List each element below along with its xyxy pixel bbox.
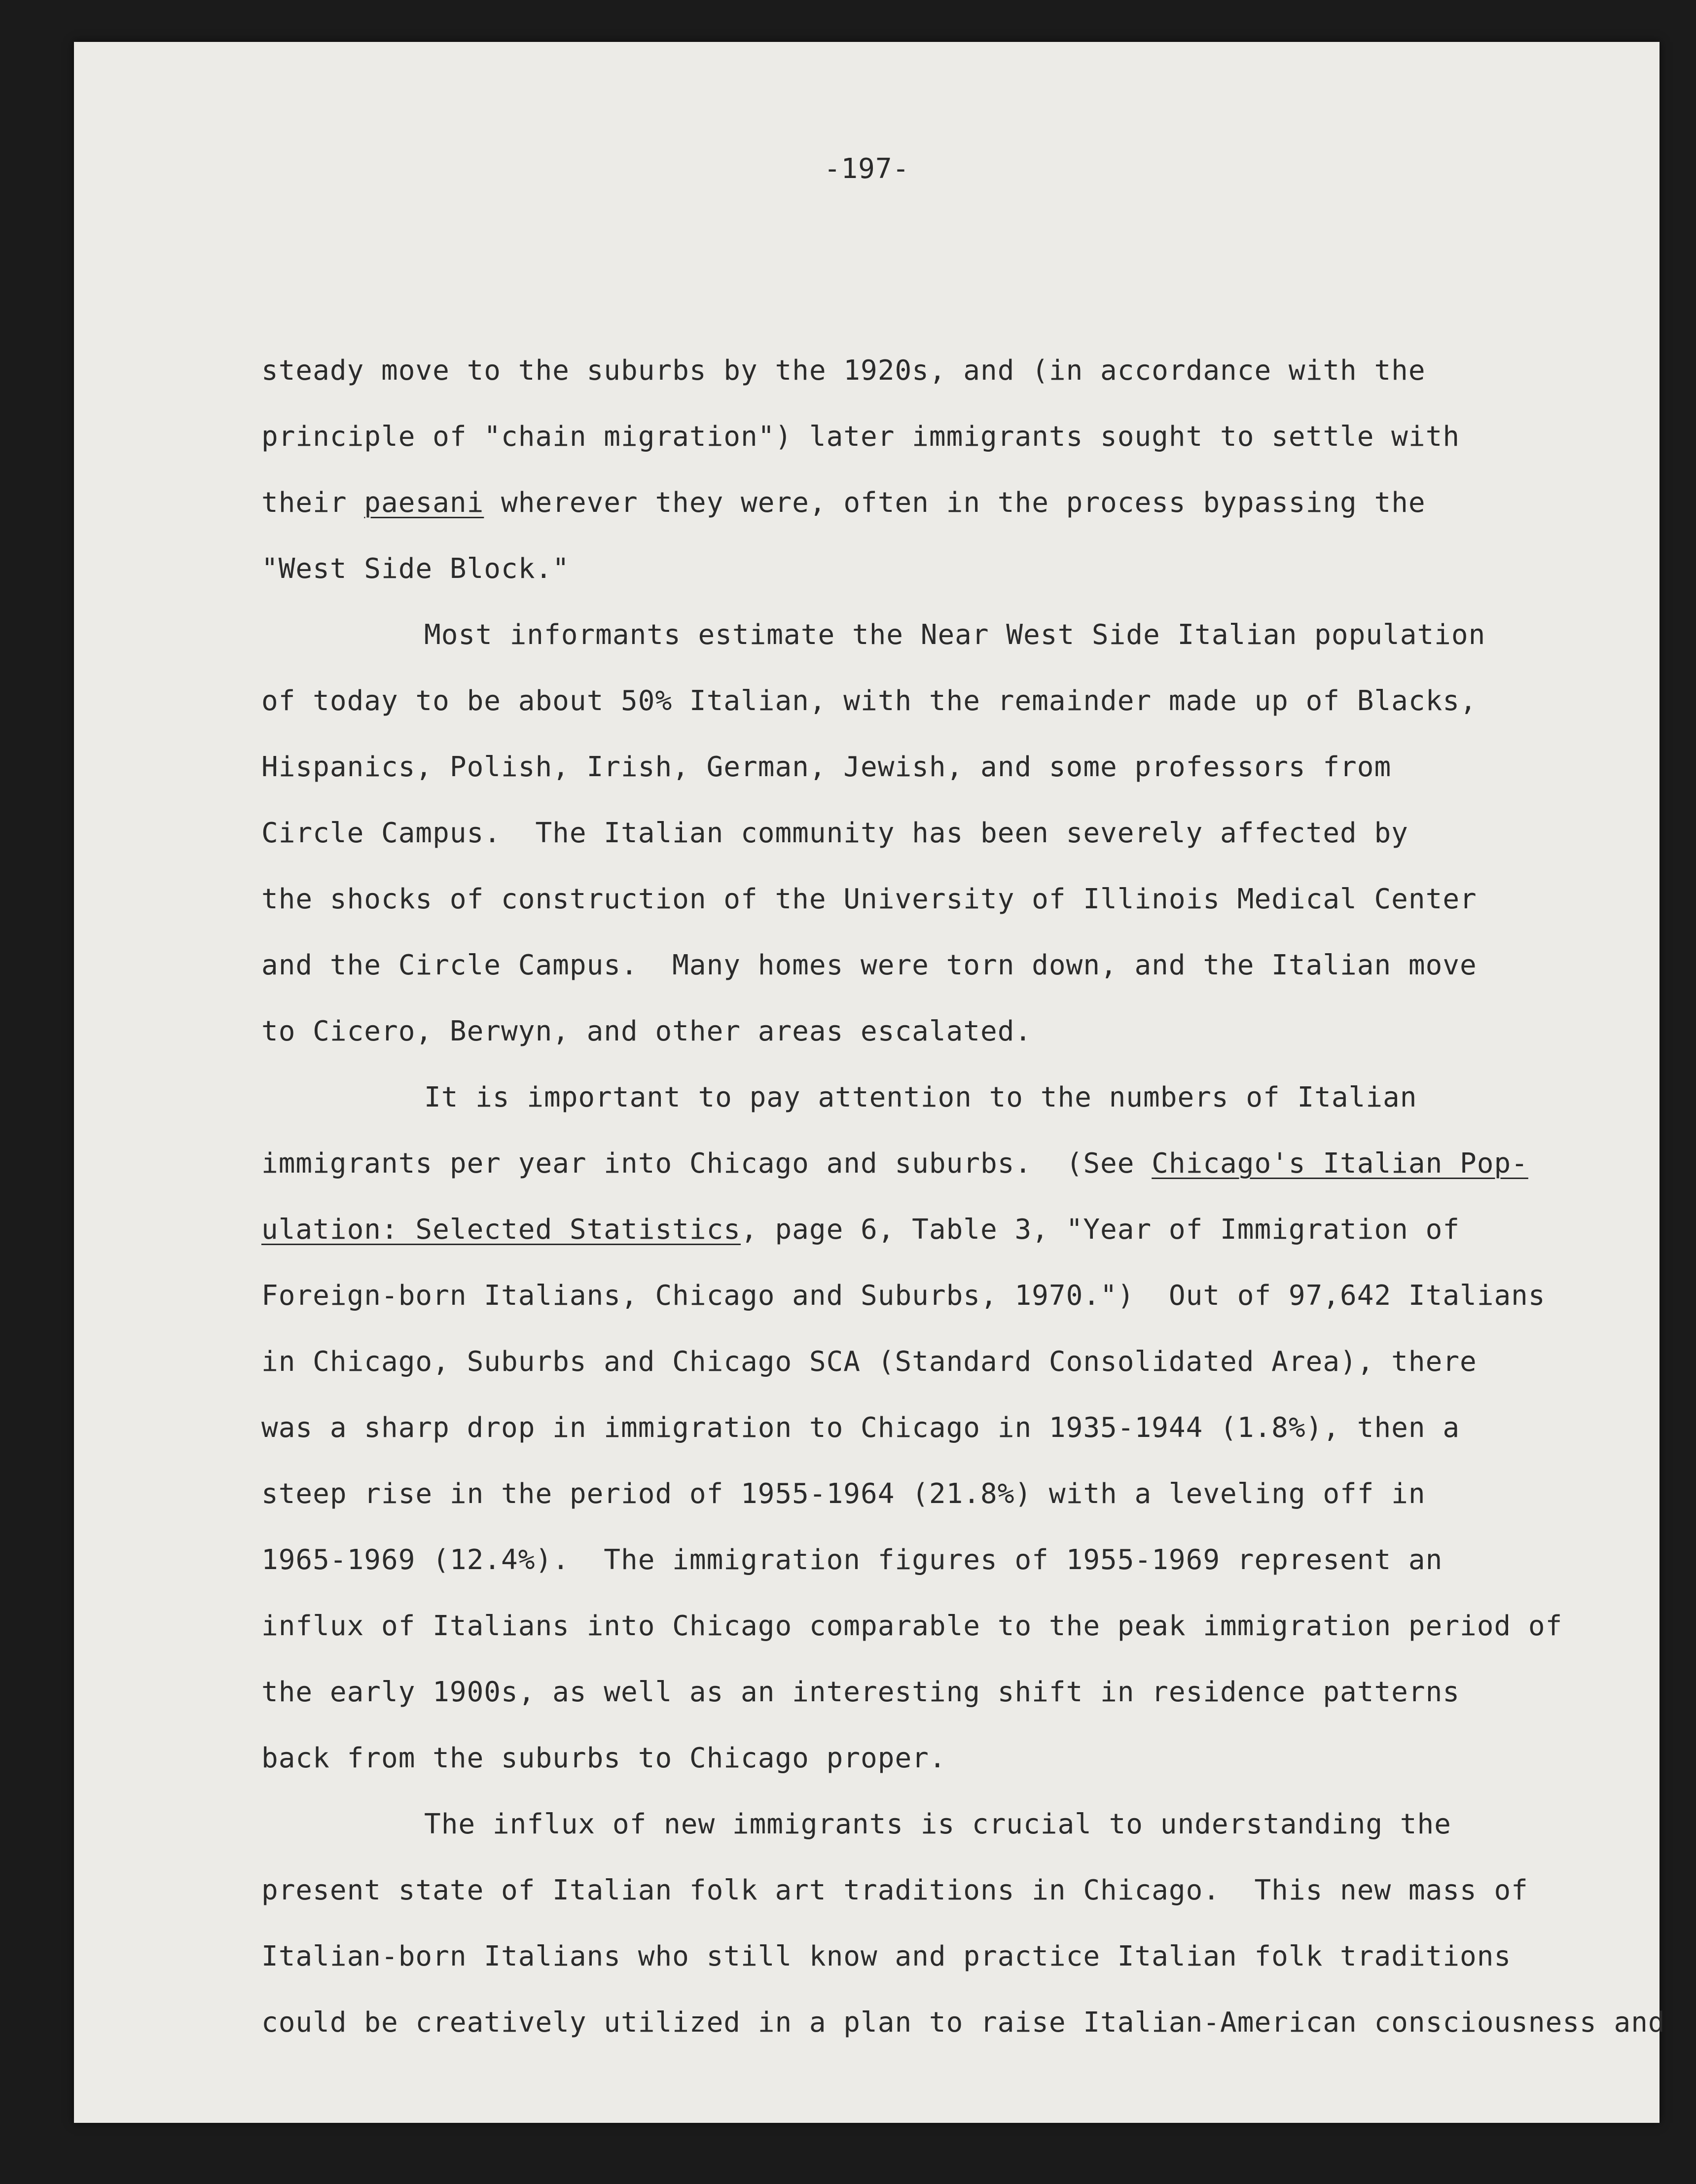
text-span: immigrants per year into Chicago and suburbs. (See	[261, 1147, 1152, 1180]
text-span: Most informants estimate the Near West Side Italian population	[424, 619, 1486, 651]
document-page	[74, 42, 1665, 2123]
text-line	[261, 1924, 1603, 1990]
text-line	[261, 1593, 1603, 1659]
text-line	[261, 1461, 1603, 1527]
text-span: back from the suburbs to Chicago proper.	[261, 1742, 946, 1774]
text-span: steady move to the suburbs by the 1920s, and (in accordance with the	[261, 355, 1426, 387]
text-span: the early 1900s, as well as an interesting shift in residence patterns	[261, 1676, 1460, 1708]
text-span: 1965-1969 (12.4%). The immigration figures of 1955-1969 represent an	[261, 1544, 1443, 1576]
text-line	[261, 999, 1603, 1065]
underlined-citation-title: ulation: Selected Statistics	[261, 1214, 741, 1246]
paragraph-start-line	[261, 1791, 1603, 1858]
text-span: and the Circle Campus. Many homes were torn down, and the Italian move	[261, 949, 1477, 981]
text-span: was a sharp drop in immigration to Chicago in 1935-1944 (1.8%), then a	[261, 1412, 1460, 1444]
text-span: present state of Italian folk art traditions in Chicago. This new mass of	[261, 1874, 1528, 1906]
text-line	[261, 338, 1603, 404]
text-line	[261, 1131, 1603, 1197]
text-line	[261, 1329, 1603, 1395]
text-span: in Chicago, Suburbs and Chicago SCA (Standard Consolidated Area), there	[261, 1346, 1477, 1378]
text-line	[261, 470, 1603, 536]
text-span: Hispanics, Polish, Irish, German, Jewish, and some professors from	[261, 751, 1392, 783]
text-line	[261, 1395, 1603, 1461]
text-span: steep rise in the period of 1955-1964 (21.8%) with a leveling off in	[261, 1478, 1426, 1510]
text-span: could be creatively utilized in a plan to raise Italian-American consciousness and	[261, 2006, 1665, 2039]
text-line	[261, 800, 1603, 866]
page-number: -197-	[824, 153, 910, 185]
text-span: of today to be about 50% Italian, with the remainder made up of Blacks,	[261, 685, 1477, 717]
text-span: "West Side Block."	[261, 553, 570, 585]
text-span: the shocks of construction of the University of Illinois Medical Center	[261, 883, 1477, 915]
text-line	[261, 668, 1603, 734]
text-span: The influx of new immigrants is crucial to understanding the	[424, 1808, 1451, 1840]
text-line	[261, 404, 1603, 470]
body-text	[261, 338, 1665, 2056]
text-line	[261, 1263, 1603, 1329]
text-line	[261, 1659, 1603, 1725]
text-span: influx of Italians into Chicago comparable to the peak immigration period of	[261, 1610, 1563, 1642]
text-span: Italian-born Italians who still know and practice Italian folk traditions	[261, 1940, 1512, 1972]
text-line	[261, 536, 1603, 602]
text-line	[261, 1527, 1603, 1593]
text-line	[261, 734, 1603, 800]
text-line	[261, 1858, 1603, 1924]
underlined-citation-title: Chicago's Italian Pop-	[1152, 1147, 1528, 1180]
text-line	[261, 1990, 1665, 2056]
underlined-term-paesani: paesani	[364, 487, 484, 519]
text-span: principle of "chain migration") later immigrants sought to settle with	[261, 421, 1460, 453]
text-line	[261, 1725, 1603, 1791]
text-span: Circle Campus. The Italian community has been severely affected by	[261, 817, 1408, 849]
text-span: wherever they were, often in the process bypassing the	[484, 487, 1426, 519]
paragraph-start-line	[261, 602, 1603, 668]
text-line	[261, 1197, 1603, 1263]
text-span: to Cicero, Berwyn, and other areas escalated.	[261, 1015, 1032, 1047]
text-span: , page 6, Table 3, "Year of Immigration of	[741, 1214, 1460, 1246]
paragraph-start-line	[261, 1065, 1603, 1131]
text-line	[261, 866, 1603, 932]
text-span: their	[261, 487, 364, 519]
text-line	[261, 932, 1603, 999]
text-span: It is important to pay attention to the numbers of Italian	[424, 1081, 1417, 1113]
text-span: Foreign-born Italians, Chicago and Suburbs, 1970.") Out of 97,642 Italians	[261, 1280, 1546, 1312]
